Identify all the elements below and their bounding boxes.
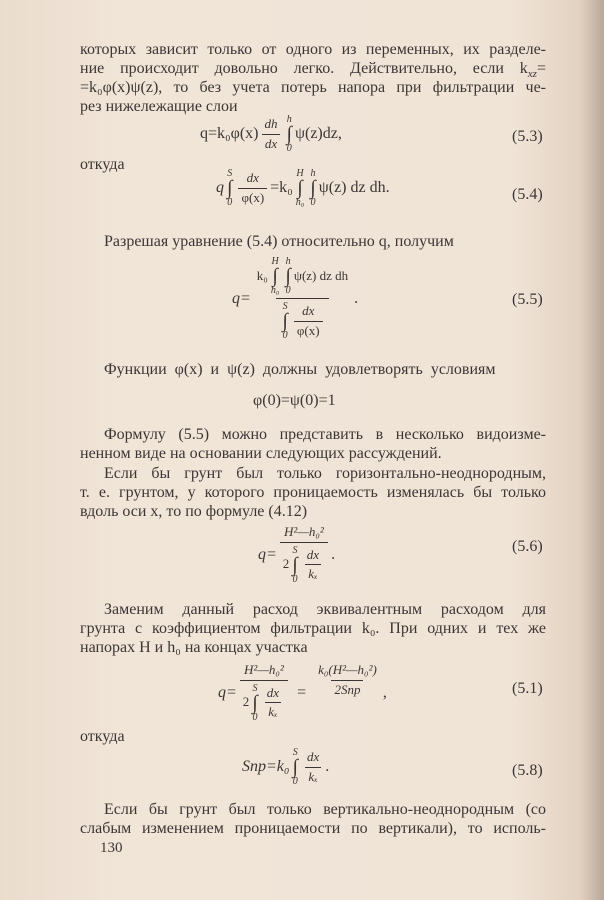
condition-equation: φ(0)=ψ(0)=1 [253, 392, 336, 409]
text-line: ненном виде на основании следующих рассуждений. [80, 445, 442, 462]
eq-token: , [382, 683, 387, 701]
equation-number: (5.8) [512, 762, 543, 779]
denominator: dx [262, 134, 280, 152]
fraction [238, 171, 267, 206]
fraction [294, 304, 323, 339]
numerator: H²—h₀² [284, 524, 324, 539]
equation-5-8 [242, 747, 329, 787]
integral: H ∫ h₀ [270, 256, 280, 296]
denominator: φ(x) [294, 321, 323, 339]
upper-limit: H [296, 168, 304, 179]
equation-5-3 [200, 114, 342, 154]
eq-token: k₀φ(x) [217, 125, 259, 142]
text-line: Функции φ(x) и ψ(z) должны удовлетворять условиям [104, 361, 496, 378]
eq-token: 2 [282, 556, 290, 572]
lower-limit: 0 [292, 573, 298, 585]
eq-token: q= [218, 683, 237, 701]
lower-limit: 0 [227, 197, 233, 208]
fraction [315, 663, 380, 698]
text-line: =k₀φ(x)ψ(z), то без учета потерь напора при фильтрации че- [80, 79, 546, 96]
equation-5-4 [216, 168, 390, 208]
fraction [262, 117, 281, 152]
equation-5-5 [232, 256, 358, 341]
eq-token: ψ(z) dz dh. [318, 179, 390, 196]
lower-limit: 0 [252, 711, 258, 723]
eq-token: q= [200, 125, 218, 142]
integral: h ∫ 0 [310, 168, 316, 208]
numerator: dh [264, 115, 278, 131]
numerator: dx [306, 546, 320, 562]
text-line: откуда [80, 728, 125, 745]
eq-token: . [325, 758, 330, 775]
equation-number: (5.3) [512, 128, 543, 145]
integral: h ∫ 0 [286, 114, 292, 154]
numerator: dx [246, 169, 259, 185]
text-span: = [536, 60, 546, 77]
denominator: 2Sпр [331, 680, 363, 698]
text-line: слабым изменением проницаемости по вертикали), то исполь- [80, 820, 546, 837]
numerator: dx [306, 748, 320, 764]
lower-limit: h₀ [295, 197, 305, 208]
lower-limit: 0 [286, 143, 292, 154]
eq-token: . [354, 289, 359, 307]
eq-token: ψ(z)dz, [294, 125, 342, 142]
eq-token: 2 [242, 694, 250, 710]
denominator [276, 298, 328, 341]
integral: S ∫ 0 [227, 168, 233, 208]
upper-limit: H [271, 256, 279, 267]
numerator: dx [302, 302, 315, 318]
equation-number: (5.5) [512, 291, 543, 308]
fraction [304, 548, 322, 583]
upper-limit: S [292, 747, 298, 758]
upper-limit: S [282, 301, 288, 312]
lower-limit: h₀ [270, 285, 280, 296]
eq-token: q= [258, 545, 277, 563]
text-line: вдоль оси x, то по формуле (4.12) [80, 503, 308, 520]
denominator [240, 680, 288, 723]
text-line: грунта с коэффициентом фильтрации k₀. При одних и тех же [80, 620, 546, 637]
eq-token: k₀ [256, 267, 268, 283]
denominator: kₓ [305, 564, 320, 582]
text-line: рез нижележащие слои [80, 98, 238, 115]
fraction [280, 525, 328, 585]
text-line: Формулу (5.5) можно представить в несколько видоизме- [104, 426, 546, 443]
equation-5-1 [218, 663, 387, 723]
eq-token: q [216, 179, 224, 196]
equation-number: (5.6) [512, 538, 543, 555]
text-line: т. е. грунтом, у которого проницаемость изменялась бы только [80, 484, 546, 501]
fraction [254, 256, 351, 341]
text-line: откуда [80, 156, 125, 173]
denominator: kₓ [265, 702, 280, 720]
numerator: dx [266, 684, 280, 700]
denominator [280, 542, 328, 585]
equation-5-6 [258, 525, 335, 585]
fraction [264, 686, 282, 721]
numerator: k₀(H²—h₀²) [318, 662, 377, 677]
eq-token: =k₀ [270, 179, 293, 196]
text-line: Если бы грунт был только вертикально-неоднородным (со [104, 801, 546, 818]
text-line: напорах H и h₀ на концах участка [80, 639, 308, 656]
integral: h ∫ 0 [285, 256, 291, 296]
text-line: которых зависит только от одного из переменных, их разделе- [80, 41, 546, 58]
numerator [254, 256, 351, 298]
eq-token: ψ(z) dz dh [293, 267, 349, 283]
upper-limit: h [285, 256, 291, 267]
text-line: Заменим данный расход эквивалентным расходом для [104, 601, 546, 618]
upper-limit: S [227, 168, 233, 179]
equation-number: (5.1) [512, 680, 543, 697]
upper-limit: S [252, 682, 258, 694]
text-line: Если бы грунт был только горизонтально-неоднородным, [104, 465, 546, 482]
eq-token: q= [232, 289, 251, 307]
text-line: Разрешая уравнение (5.4) относительно q, получим [104, 233, 454, 250]
eq-token: . [331, 545, 336, 563]
equation-number: (5.4) [512, 186, 543, 203]
lower-limit: 0 [310, 197, 316, 208]
denominator: φ(x) [238, 188, 267, 206]
page-number: 130 [100, 840, 123, 856]
integral: H ∫ h₀ [295, 168, 305, 208]
subscript: xz [527, 68, 537, 81]
denominator: kₓ [305, 767, 320, 785]
lower-limit: 0 [292, 776, 298, 787]
eq-token: Sпр=k₀ [242, 758, 290, 775]
upper-limit: h [286, 114, 292, 125]
numerator: H²—h₀² [244, 662, 284, 677]
integral: S ∫ 0 [282, 301, 288, 341]
integral: S ∫ 0 [252, 682, 258, 723]
integral: S ∫ 0 [292, 747, 298, 787]
text-span: ние происходит довольно легко. Действительно, если k [80, 60, 528, 77]
lower-limit: 0 [285, 285, 291, 296]
integral: S ∫ 0 [292, 544, 298, 585]
lower-limit: 0 [282, 330, 288, 341]
upper-limit: S [292, 544, 298, 556]
fraction [240, 663, 288, 723]
fraction [304, 750, 322, 785]
upper-limit: h [310, 168, 316, 179]
eq-token: = [297, 683, 307, 701]
